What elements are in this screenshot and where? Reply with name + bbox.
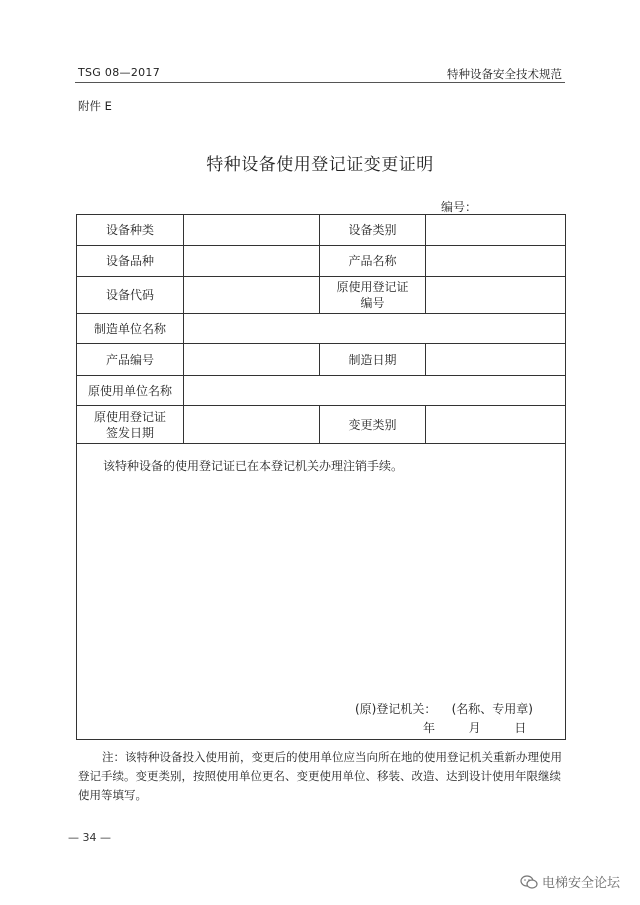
serial-number-label: 编号： bbox=[441, 200, 478, 214]
value-change-category[interactable] bbox=[426, 406, 566, 444]
value-equipment-category[interactable] bbox=[426, 215, 566, 246]
month-label: 月 bbox=[468, 721, 481, 735]
label-product-number: 产品编号 bbox=[77, 344, 184, 376]
label-manufacturer: 制造单位名称 bbox=[77, 314, 184, 344]
value-product-name[interactable] bbox=[426, 246, 566, 277]
label-equipment-code: 设备代码 bbox=[77, 277, 184, 314]
year-label: 年 bbox=[423, 721, 436, 735]
label-manufacture-date: 制造日期 bbox=[320, 344, 426, 376]
footnote: 注：该特种设备投入使用前，变更后的使用单位应当向所在地的使用登记机关重新办理使用登记手续。变更类别，按照使用单位更名、变更使用单位、移装、改造、达到设计使用年限继续使用等填写。 bbox=[78, 750, 562, 802]
date-line bbox=[423, 720, 526, 736]
label-orig-user-unit: 原使用单位名称 bbox=[77, 376, 184, 406]
registration-authority-line: (原)登记机关： (名称、专用章) bbox=[355, 702, 533, 716]
value-manufacture-date[interactable] bbox=[426, 344, 566, 376]
label-orig-cert-number: 原使用登记证编号 bbox=[320, 277, 426, 314]
value-equipment-variety[interactable] bbox=[184, 246, 320, 277]
label-orig-cert-issue-date: 原使用登记证签发日期 bbox=[77, 406, 184, 444]
label-equipment-variety: 设备品种 bbox=[77, 246, 184, 277]
value-orig-cert-number[interactable] bbox=[426, 277, 566, 314]
wechat-icon bbox=[520, 875, 538, 889]
registration-change-form bbox=[76, 214, 566, 740]
certification-box bbox=[77, 444, 566, 740]
label-equipment-category: 设备类别 bbox=[320, 215, 426, 246]
document-title: 特种设备安全技术规范 bbox=[447, 67, 562, 81]
attachment-label: 附件 E bbox=[78, 99, 112, 113]
day-label: 日 bbox=[514, 721, 527, 735]
value-product-number[interactable] bbox=[184, 344, 320, 376]
value-orig-cert-issue-date[interactable] bbox=[184, 406, 320, 444]
label-product-name: 产品名称 bbox=[320, 246, 426, 277]
label-change-category: 变更类别 bbox=[320, 406, 426, 444]
watermark bbox=[520, 872, 620, 891]
value-orig-user-unit[interactable] bbox=[184, 376, 566, 406]
page-number: — 34 — bbox=[68, 831, 111, 844]
header-rule bbox=[75, 82, 565, 83]
form-title: 特种设备使用登记证变更证明 bbox=[206, 155, 434, 175]
value-equipment-type[interactable] bbox=[184, 215, 320, 246]
watermark-text: 电梯安全论坛 bbox=[541, 876, 620, 891]
value-manufacturer[interactable] bbox=[184, 314, 566, 344]
deregistration-notice: 该特种设备的使用登记证已在本登记机关办理注销手续。 bbox=[103, 459, 404, 473]
value-equipment-code[interactable] bbox=[184, 277, 320, 314]
label-equipment-type: 设备种类 bbox=[77, 215, 184, 246]
standard-code: TSG 08—2017 bbox=[78, 66, 161, 79]
